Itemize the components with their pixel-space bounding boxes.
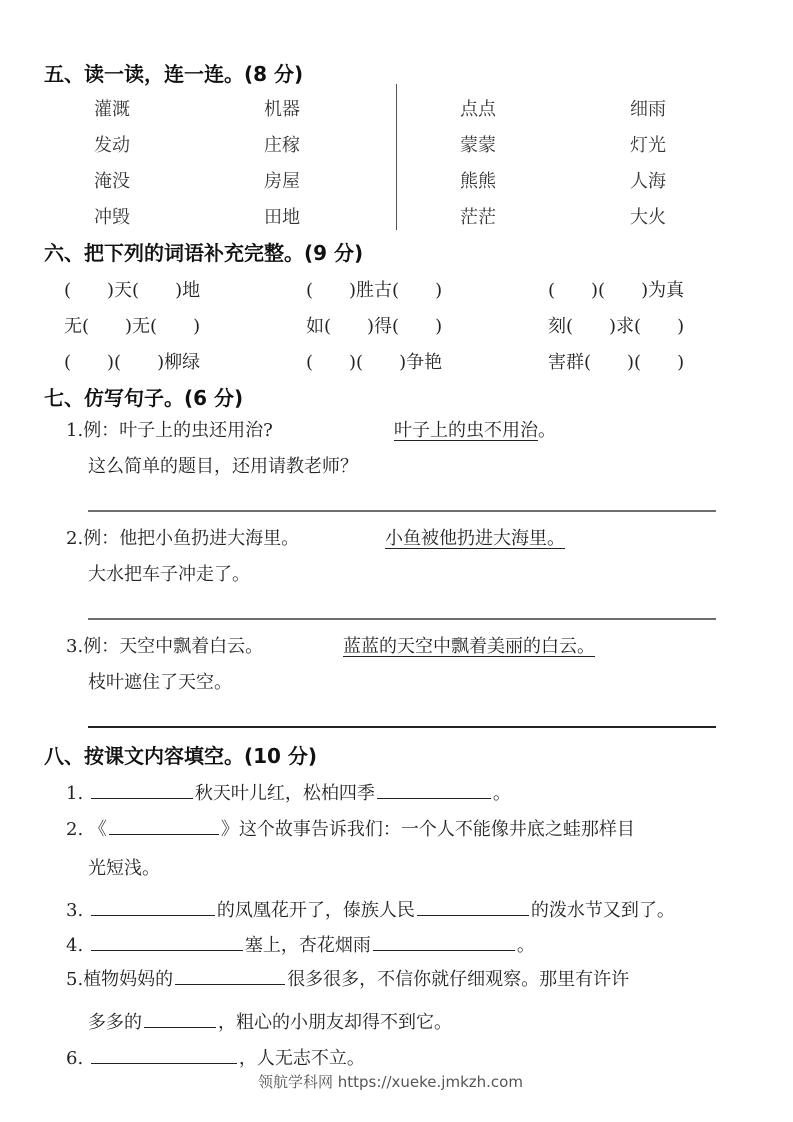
- fill-item-5: [66, 966, 629, 991]
- word-right2-0: 细雨: [630, 99, 666, 120]
- fill-text: 植物妈妈的: [83, 969, 174, 990]
- word-left2-2: 房屋: [264, 171, 300, 192]
- fill-text: 。: [492, 783, 511, 804]
- word-left1-2: 淹没: [94, 171, 130, 192]
- column-divider: [396, 84, 397, 230]
- fill-item-2: [66, 816, 635, 841]
- blank-3b[interactable]: [417, 897, 529, 916]
- answer-line-1[interactable]: [88, 510, 716, 512]
- footer-watermark: 领航学科网 https://xueke.jmkzh.com: [258, 1073, 523, 1091]
- blank-5b[interactable]: [144, 1009, 216, 1028]
- fill-item-5-cont: [88, 1009, 452, 1034]
- idiom-fill-r3c2[interactable]: ( )( )争艳: [306, 352, 443, 373]
- rewrite-item-2-example: [66, 528, 299, 550]
- fill-item-4: [66, 932, 535, 957]
- word-right2-2: 人海: [630, 171, 666, 192]
- rewrite-item-1-prompt: 这么简单的题目，还用请教老师？: [88, 456, 358, 477]
- idiom-fill-r1c2[interactable]: ( )胜古( ): [306, 280, 443, 301]
- idiom-fill-r2c3[interactable]: 刻( )求( ): [548, 316, 685, 337]
- word-right2-1: 灯光: [630, 135, 666, 156]
- fill-text: ，粗心的小朋友却得不到它。: [218, 1012, 452, 1033]
- example-sentence: 他把小鱼扔进大海里。: [119, 528, 300, 549]
- word-right2-3: 大火: [630, 207, 666, 228]
- blank-2a[interactable]: [109, 816, 219, 835]
- blank-4b[interactable]: [373, 932, 515, 951]
- fill-item-1: [66, 780, 511, 805]
- example-answer: 小鱼被他扔进大海里。: [385, 528, 565, 549]
- blank-6a[interactable]: [91, 1045, 237, 1064]
- fill-text: 《: [88, 819, 107, 840]
- item-number: 4.: [66, 935, 84, 956]
- item-number: 1.: [66, 420, 84, 441]
- fill-item-3: [66, 897, 675, 922]
- answer-line-3[interactable]: [88, 726, 716, 728]
- rewrite-item-2-answer: [385, 528, 565, 550]
- rewrite-item-1-example: [66, 420, 273, 442]
- word-right1-2: 熊熊: [460, 171, 496, 192]
- rewrite-item-2-prompt: 大水把车子冲走了。: [88, 564, 250, 585]
- idiom-fill-r3c3[interactable]: 害群( )( ): [548, 352, 685, 373]
- blank-4a[interactable]: [91, 932, 243, 951]
- word-right1-3: 茫茫: [460, 207, 496, 228]
- idiom-fill-r2c2[interactable]: 如( )得( ): [306, 316, 443, 337]
- example-answer: 蓝蓝的天空中飘着美丽的白云。: [343, 636, 595, 657]
- rewrite-item-3-answer: [343, 636, 595, 658]
- example-label: 例：: [83, 636, 120, 657]
- section-8-title: 八、按课文内容填空。(10 分): [44, 744, 318, 768]
- item-number: 6.: [66, 1048, 84, 1069]
- example-answer: 叶子上的虫不用治: [394, 420, 538, 441]
- item-number: 5.: [66, 969, 84, 990]
- fill-text: 》这个故事告诉我们：一个人不能像井底之蛙那样目: [220, 819, 635, 840]
- word-left1-1: 发动: [94, 135, 130, 156]
- answer-line-2[interactable]: [88, 618, 716, 620]
- idiom-fill-r2c1[interactable]: 无( )无( ): [64, 316, 201, 337]
- word-left2-0: 机器: [264, 99, 300, 120]
- answer-tail: 。: [538, 420, 556, 441]
- section-5-title: 五、读一读，连一连。(8 分): [44, 62, 304, 86]
- item-number: 2.: [66, 819, 84, 840]
- rewrite-item-3-example: [66, 636, 263, 658]
- fill-item-6: [66, 1045, 365, 1070]
- section-6-title: 六、把下列的词语补充完整。(9 分): [44, 241, 364, 265]
- blank-3a[interactable]: [91, 897, 215, 916]
- blank-1a[interactable]: [91, 780, 193, 799]
- section-7-title: 七、仿写句子。(6 分): [44, 386, 244, 410]
- item-number: 3.: [66, 636, 84, 657]
- item-number: 3.: [66, 900, 84, 921]
- idiom-fill-r1c1[interactable]: ( )天( )地: [64, 280, 201, 301]
- idiom-fill-r3c1[interactable]: ( )( )柳绿: [64, 352, 201, 373]
- word-right1-1: 蒙蒙: [460, 135, 496, 156]
- word-left2-1: 庄稼: [264, 135, 300, 156]
- idiom-fill-r1c3[interactable]: ( )( )为真: [548, 280, 685, 301]
- fill-text: 的凤凰花开了，傣族人民: [216, 900, 415, 921]
- example-sentence: 叶子上的虫还用治?: [119, 420, 273, 441]
- blank-1b[interactable]: [377, 780, 491, 799]
- rewrite-item-1-answer: [394, 420, 556, 442]
- fill-text: 很多很多，不信你就仔细观察。那里有许许: [287, 969, 630, 990]
- fill-text: 多多的: [88, 1012, 142, 1033]
- fill-text: 秋天叶儿红，松柏四季: [194, 783, 375, 804]
- rewrite-item-3-prompt: 枝叶遮住了天空。: [88, 672, 232, 693]
- example-sentence: 天空中飘着白云。: [119, 636, 264, 657]
- item-number: 1.: [66, 783, 84, 804]
- fill-text: ，人无志不立。: [238, 1048, 365, 1069]
- blank-5a[interactable]: [175, 966, 285, 985]
- item-number: 2.: [66, 528, 84, 549]
- example-label: 例：: [83, 528, 120, 549]
- fill-text: 的泼水节又到了。: [530, 900, 675, 921]
- example-label: 例：: [83, 420, 120, 441]
- fill-item-2-cont: 光短浅。: [88, 858, 160, 879]
- fill-text: 塞上，杏花烟雨: [244, 935, 371, 956]
- word-left1-0: 灌溉: [94, 99, 130, 120]
- fill-text: 。: [516, 935, 535, 956]
- word-left2-3: 田地: [264, 207, 300, 228]
- word-left1-3: 冲毁: [94, 207, 130, 228]
- word-right1-0: 点点: [460, 99, 496, 120]
